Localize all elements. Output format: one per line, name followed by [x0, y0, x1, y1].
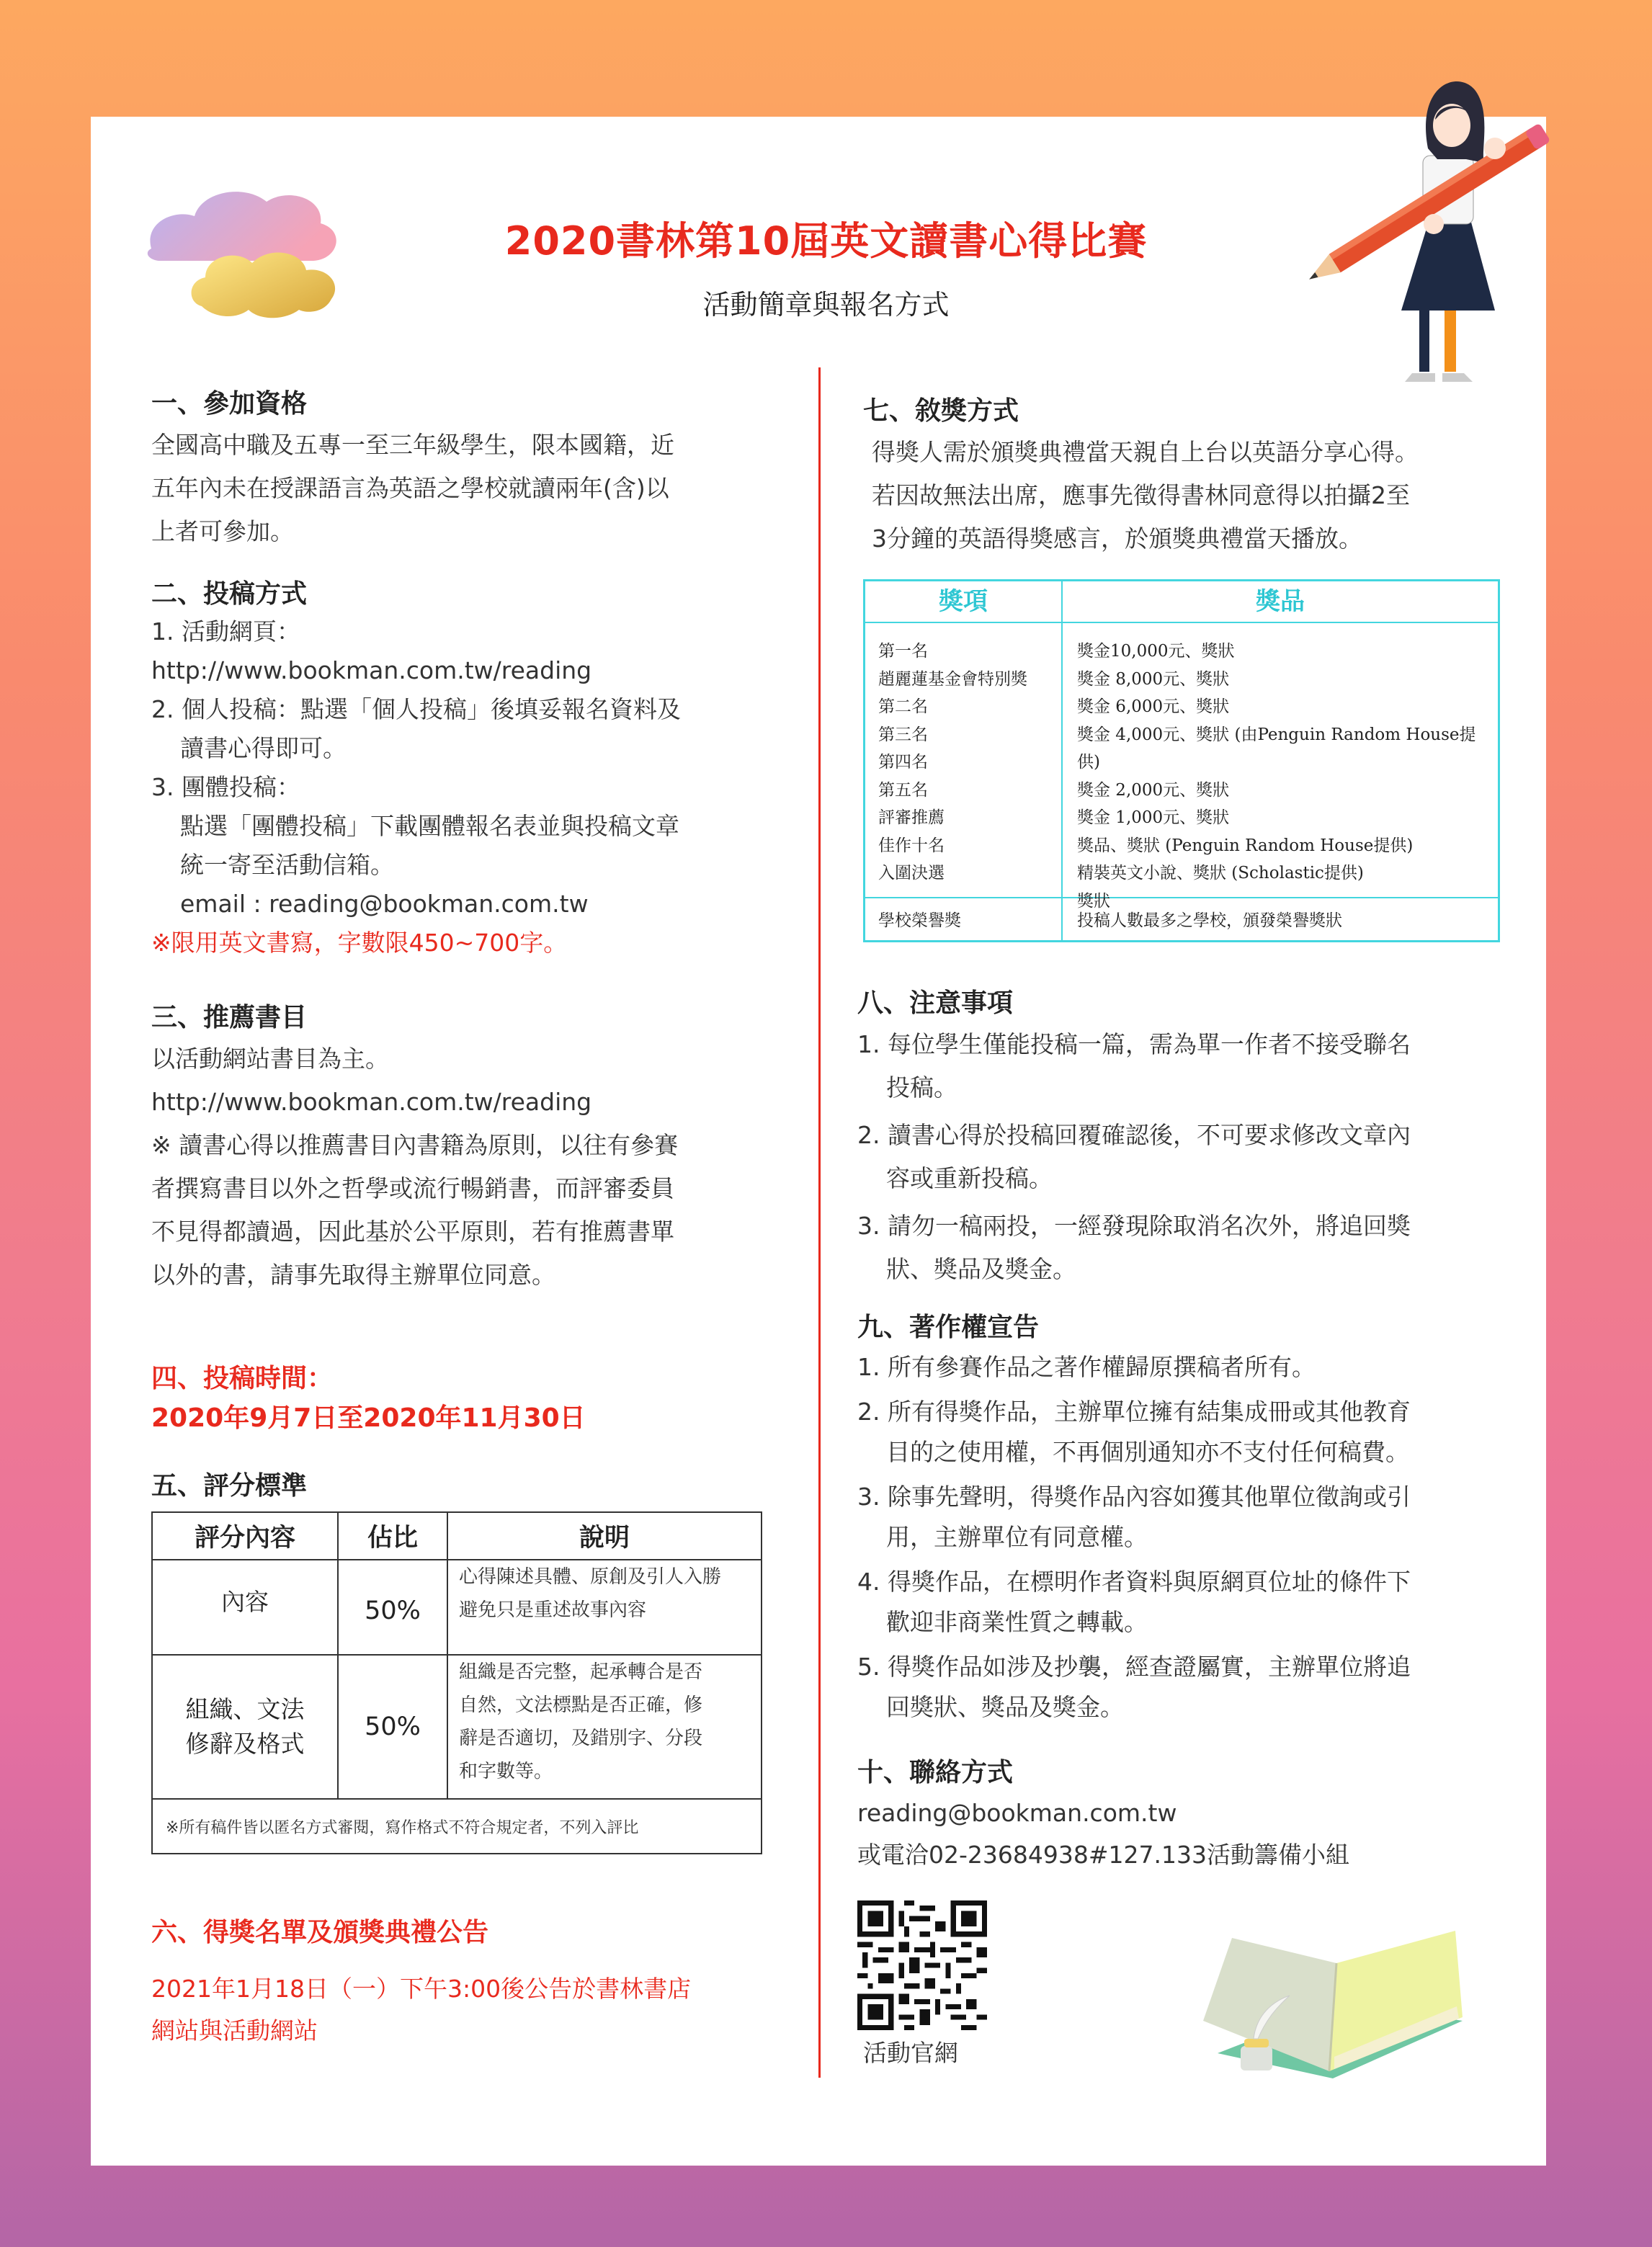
submission-item-3: 3. 團體投稿： — [151, 773, 300, 801]
qr-code-icon[interactable] — [857, 1900, 987, 2030]
prize-table — [863, 579, 1500, 942]
note-item-2-cont: 容或重新投稿。 — [886, 1164, 1053, 1192]
english-only-note: ※限用英文書寫，字數限450~700字。 — [151, 929, 568, 957]
submission-item-3-cont: 點選「團體投稿」下載團體報名表並與投稿文章 — [180, 812, 679, 840]
copyright-item-5: 5. 得獎作品如涉及抄襲，經查證屬實，主辦單位將追 — [857, 1653, 1411, 1681]
scoring-row-content-item: 內容 — [221, 1587, 269, 1616]
note-item-1-cont: 投稿。 — [886, 1073, 957, 1102]
reading-list-line: 不見得都讀過，因此基於公平原則，若有推薦書單 — [151, 1218, 674, 1246]
section-eligibility-heading: 一、參加資格 — [151, 389, 308, 419]
section-scoring-heading: 五、評分標準 — [151, 1471, 308, 1501]
scoring-row-organization-desc: 和字數等。 — [459, 1761, 553, 1782]
awards-line: 得獎人需於頒獎典禮當天親自上台以英語分享心得。 — [872, 438, 1419, 466]
award-name: 評審推薦 — [878, 808, 945, 827]
reading-list-link[interactable]: http://www.bookman.com.tw/reading — [151, 1088, 592, 1116]
scoring-row-organization-item: 修辭及格式 — [185, 1730, 305, 1758]
copyright-item-3-cont: 用，主辦單位有同意權。 — [886, 1523, 1148, 1551]
scoring-row-organization-weight: 50% — [365, 1712, 421, 1741]
activity-website-link[interactable]: http://www.bookman.com.tw/reading — [151, 656, 592, 684]
scoring-table — [151, 1511, 762, 1854]
eligibility-line: 五年內未在授課語言為英語之學校就讀兩年(含)以 — [151, 474, 669, 502]
announcement-line: 2021年1月18日（一）下午3:00後公告於書林書店 — [151, 1975, 692, 2003]
prize-value: 獎金 2,000元、獎狀 — [1077, 780, 1230, 800]
scoring-row-content-desc: 避免只是重述故事內容 — [459, 1599, 647, 1621]
scoring-header-description: 說明 — [579, 1524, 630, 1553]
eligibility-line: 全國高中職及五專一至三年級學生，限本國籍，近 — [151, 431, 674, 459]
reading-list-line: 以外的書，請事先取得主辦單位同意。 — [151, 1261, 555, 1289]
prize-value: 獎金 4,000元、獎狀 (由Penguin Random House提供) — [1077, 725, 1476, 772]
section-announcement-heading: 六、得獎名單及頒獎典禮公告 — [151, 1918, 489, 1947]
prize-value: 獎金 1,000元、獎狀 — [1077, 808, 1230, 827]
section-copyright-heading: 九、著作權宣告 — [857, 1313, 1040, 1342]
award-name: 趙麗蓮基金會特別獎 — [878, 669, 1027, 689]
section-contact-heading: 十、聯絡方式 — [857, 1758, 1014, 1787]
qr-caption: 活動官網 — [863, 2039, 958, 2067]
scoring-note: ※所有稿件皆以匿名方式審閱，寫作格式不符合規定者，不列入評比 — [166, 1818, 639, 1837]
section-submission-heading: 二、投稿方式 — [151, 579, 308, 609]
scoring-row-organization-desc: 組織是否完整，起承轉合是否 — [459, 1661, 703, 1683]
award-name: 第四名 — [878, 753, 928, 772]
contact-phone: 或電洽02-23684938#127.133活動籌備小組 — [857, 1841, 1349, 1869]
copyright-item-3: 3. 除事先聲明，得獎作品內容如獲其他單位徵詢或引 — [857, 1483, 1411, 1511]
school-award-prize: 投稿人數最多之學校，頒發榮譽獎狀 — [1077, 911, 1342, 930]
awards-line: 若因故無法出席，應事先徵得書林同意得以拍攝2至 — [872, 481, 1410, 509]
reading-list-line: 者撰寫書目以外之哲學或流行暢銷書，而評審委員 — [151, 1174, 674, 1202]
copyright-item-2: 2. 所有得獎作品，主辦單位擁有結集成冊或其他教育 — [857, 1398, 1411, 1426]
award-name: 佳作十名 — [878, 836, 945, 855]
note-item-3-cont: 狀、獎品及獎金。 — [886, 1255, 1076, 1283]
reading-list-line: ※ 讀書心得以推薦書目內書籍為原則，以往有參賽 — [151, 1131, 679, 1159]
scoring-row-content-weight: 50% — [365, 1596, 421, 1625]
section-notes-heading: 八、注意事項 — [857, 988, 1014, 1018]
prize-value: 精裝英文小說、獎狀 (Scholastic提供) — [1077, 864, 1364, 883]
copyright-item-4-cont: 歡迎非商業性質之轉載。 — [886, 1608, 1148, 1636]
award-name: 第二名 — [878, 697, 928, 716]
column-divider — [818, 367, 821, 2078]
prize-header-award: 獎項 — [865, 581, 1061, 623]
copyright-item-2-cont: 目的之使用權，不再個別通知亦不支付任何稿費。 — [886, 1438, 1409, 1466]
prize-value: 獎金10,000元、獎狀 — [1077, 642, 1235, 661]
scoring-row-organization-item: 組織、文法 — [185, 1695, 305, 1723]
section-deadline-heading: 四、投稿時間： — [151, 1364, 334, 1393]
reading-list-line: 以活動網站書目為主。 — [151, 1045, 389, 1073]
note-item-1: 1. 每位學生僅能投稿一篇，需為單一作者不接受聯名 — [857, 1030, 1411, 1058]
prize-value: 獎品、獎狀 (Penguin Random House提供) — [1077, 836, 1414, 855]
announcement-line: 網站與活動網站 — [151, 2016, 318, 2045]
award-name: 第一名 — [878, 642, 928, 661]
note-item-2: 2. 讀書心得於投稿回覆確認後，不可要求修改文章內 — [857, 1121, 1411, 1149]
award-name: 第五名 — [878, 780, 928, 800]
page-title: 2020書林第10屆英文讀書心得比賽 — [504, 218, 1148, 264]
scoring-row-content-desc: 心得陳述具體、原創及引人入勝 — [459, 1566, 722, 1588]
scoring-header-weight: 佔比 — [367, 1524, 418, 1553]
submission-item-2-cont: 讀書心得即可。 — [180, 734, 347, 762]
section-awards-heading: 七、敘獎方式 — [863, 396, 1019, 426]
scoring-row-organization-desc: 辭是否適切，及錯別字、分段 — [459, 1728, 703, 1749]
school-award-name: 學校榮譽獎 — [878, 911, 961, 930]
contact-email[interactable]: reading@bookman.com.tw — [857, 1799, 1177, 1827]
awards-line: 3分鐘的英語得獎感言，於頒獎典禮當天播放。 — [872, 524, 1362, 553]
scoring-header-criteria: 評分內容 — [194, 1524, 295, 1553]
submission-item-3-cont: 統一寄至活動信箱。 — [180, 851, 394, 879]
submission-period: 2020年9月7日至2020年11月30日 — [151, 1403, 586, 1433]
copyright-item-5-cont: 回獎狀、獎品及獎金。 — [886, 1693, 1124, 1721]
contact-email-link[interactable]: email : reading@bookman.com.tw — [180, 890, 589, 918]
note-item-3: 3. 請勿一稿兩投，一經發現除取消名次外，將追回獎 — [857, 1212, 1411, 1240]
award-name: 入圍決選 — [878, 864, 945, 883]
prize-value: 獎金 8,000元、獎狀 — [1077, 669, 1230, 689]
copyright-item-4: 4. 得獎作品，在標明作者資料與原網頁位址的條件下 — [857, 1568, 1411, 1596]
copyright-item-1: 1. 所有參賽作品之著作權歸原撰稿者所有。 — [857, 1353, 1316, 1381]
eligibility-line: 上者可參加。 — [151, 517, 294, 545]
award-name: 第三名 — [878, 725, 928, 744]
open-book-illustration — [1174, 1931, 1477, 2089]
submission-item-2: 2. 個人投稿：點選「個人投稿」後填妥報名資料及 — [151, 695, 681, 723]
section-reading-list-heading: 三、推薦書目 — [151, 1003, 308, 1032]
prize-value: 獎金 6,000元、獎狀 — [1077, 697, 1230, 716]
prize-header-prize: 獎品 — [1063, 581, 1498, 623]
prize-value: 獎狀 — [1077, 891, 1110, 911]
submission-item-1: 1. 活動網頁： — [151, 617, 300, 645]
scoring-row-organization-desc: 自然，文法標點是否正確，修 — [459, 1694, 703, 1716]
page-subtitle: 活動簡章與報名方式 — [702, 289, 950, 321]
